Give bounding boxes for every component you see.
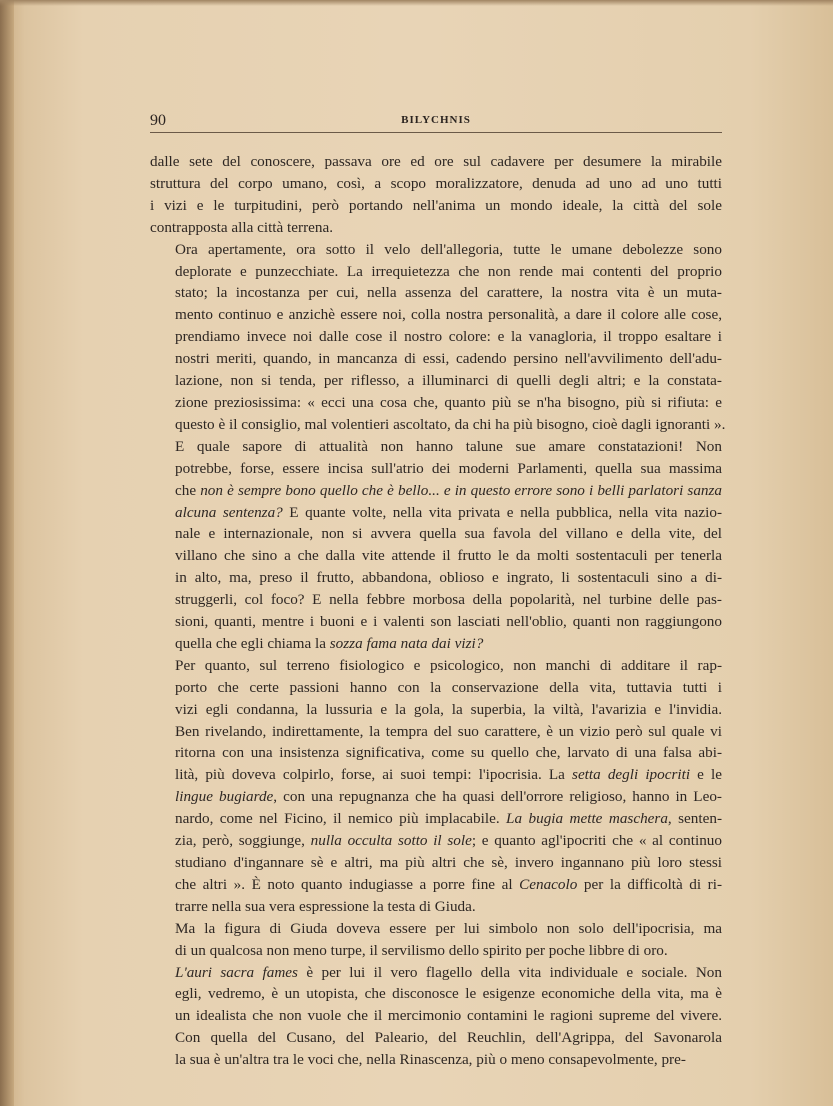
page-header [150,112,722,133]
text-line: lingue bugiarde, con una repugnanza che ha quasi dell'orrore religioso, hanno in Leo- [175,788,722,806]
paragraph [150,655,722,918]
text-line: ritorna con una insistenza significativa, come su quello che, larvato di una falsa abi- [175,744,722,762]
paragraph [150,918,722,962]
text-line: zione preziosissima: « ecci una cosa che, quanto più se n'ha bisogno, più si rifiuta: e [175,393,722,411]
text-line: struggerli, col foco? E nella febbre morbosa della popolarità, nel turbine delle pas- [175,591,722,609]
text-line: questo è il consiglio, mal volentieri ascoltato, da chi ha più bisogno, cioè dagli ignoranti ». [175,415,726,433]
text-line: trarre nella sua vera espressione la testa di Giuda. [175,897,476,915]
text-line: struttura del corpo umano, così, a scopo moralizzatore, denuda ad uno ad uno tutti [150,174,722,192]
text-line: che non è sempre bono quello che è bello... e in questo errore sono i belli parlatori sanza [175,481,723,499]
body-text [150,151,726,1071]
text-line: Ben rivelando, indirettamente, la tempra del suo carattere, è un vizio però sul quale vi [175,722,722,740]
text-line: vizi egli condanna, la lussuria e la gola, la superbia, la viltà, l'avarizia e l'invidia. [175,700,722,718]
text-line: lità, più doveva colpirlo, forse, ai suoi tempi: l'ipocrisia. La setta degli ipocriti e le [175,766,722,784]
text-line: L'auri sacra fames è per lui il vero flagello della vita individuale e sociale. Non [175,963,722,981]
text-line: lazione, non si tenda, per riflesso, a illuminarci di quelli degli altri; e la constata- [175,372,722,390]
text-line: stato; la incostanza per cui, nella assenza del carattere, la nostra vita è un muta- [175,284,722,302]
paragraph [150,962,722,1072]
text-line: nale e internazionale, non si avvera quella sua favola del villano e della vite, del [175,525,722,543]
text-line: mento continuo e anzichè essere noi, colla nostra personalità, a dare il colore alle cose, [175,306,722,324]
text-line: Con quella del Cusano, del Paleario, del Reuchlin, dell'Agrippa, del Savonarola [175,1029,722,1047]
text-line: i vizi e le turpitudini, però portando nell'anima un mondo ideale, la città del sole [150,196,722,214]
text-line: egli, vedremo, è un utopista, che disconosce le esigenze economiche della vita, ma è [175,985,722,1003]
text-line: nardo, come nel Ficino, il nemico più implacabile. La bugia mette maschera, senten- [175,810,723,828]
text-line: Per quanto, sul terreno fisiologico e psicologico, non manchi di additare il rap- [175,656,722,674]
text-line: alcuna sentenza? E quante volte, nella vita privata e nella pubblica, nella vita nazio- [175,503,723,521]
text-line: potrebbe, forse, essere incisa sull'atrio dei moderni Parlamenti, quella sua massima [175,459,722,477]
text-line: in alto, ma, preso il frutto, abbandona, oblioso e ingrato, li sostentaculi sino a di- [175,569,722,587]
paragraph [150,239,726,436]
text-line: contrapposta alla città terrena. [150,218,333,236]
text-line: di un qualcosa non meno turpe, il servilismo dello spirito per poche libbre di oro. [175,941,668,959]
paragraph [150,151,722,239]
text-line: prendiamo invece noi dalle cose il nostro colore: e la vanagloria, il troppo esaltare i [175,328,722,346]
text-line: villano che sino a che dalla vite attende il frutto le da molti sostentaculi per tenerla [175,547,722,565]
text-line: la sua è un'altra tra le voci che, nella Rinascenza, più o meno consapevolmente, pre- [175,1051,686,1069]
running-title: BILYCHNIS [401,114,471,126]
text-line: studiano d'ingannare sè e altri, ma più altri che sè, invero ingannano più loro stessi [175,854,722,871]
text-line: quella che egli chiama la sozza fama nata dai vizi? [175,634,484,652]
paragraph [150,436,722,655]
text-line: porto che certe passioni hanno con la conservazione della vita, tuttavia tutti i [175,678,722,696]
text-line: un idealista che non vuole che il mercimonio contamini le ragioni supreme del vivere. [175,1007,722,1025]
text-line: Ora apertamente, ora sotto il velo dell'allegoria, tutte le umane debolezze sono [175,240,722,258]
page-number: 90 [150,112,166,129]
text-line: E quale sapore di attualità non hanno talune sue amare constatazioni! Non [175,437,722,455]
text-line: sioni, quanti, mentre i buoni e i valenti son lasciati nell'oblio, quanti non raggiungono [175,613,722,631]
text-line: nostri meriti, quando, in mancanza di essi, cadendo persino nell'avvilimento dell'adu- [175,350,722,368]
text-line: dalle sete del conoscere, passava ore ed ore sul cadavere per desumere la mirabile [150,153,722,170]
text-line: deplorate e punzecchiate. La irrequietezza che non rende mai contenti del proprio [175,262,722,280]
text-line: Ma la figura di Giuda doveva essere per lui simbolo non solo dell'ipocrisia, ma [175,919,722,937]
text-line: che altri ». È noto quanto indugiasse a porre fine al Cenacolo per la difficoltà di ri- [175,875,723,893]
text-line: zia, però, soggiunge, nulla occulta sotto il sole; e quanto agl'ipocriti che « al continuo [175,832,722,850]
